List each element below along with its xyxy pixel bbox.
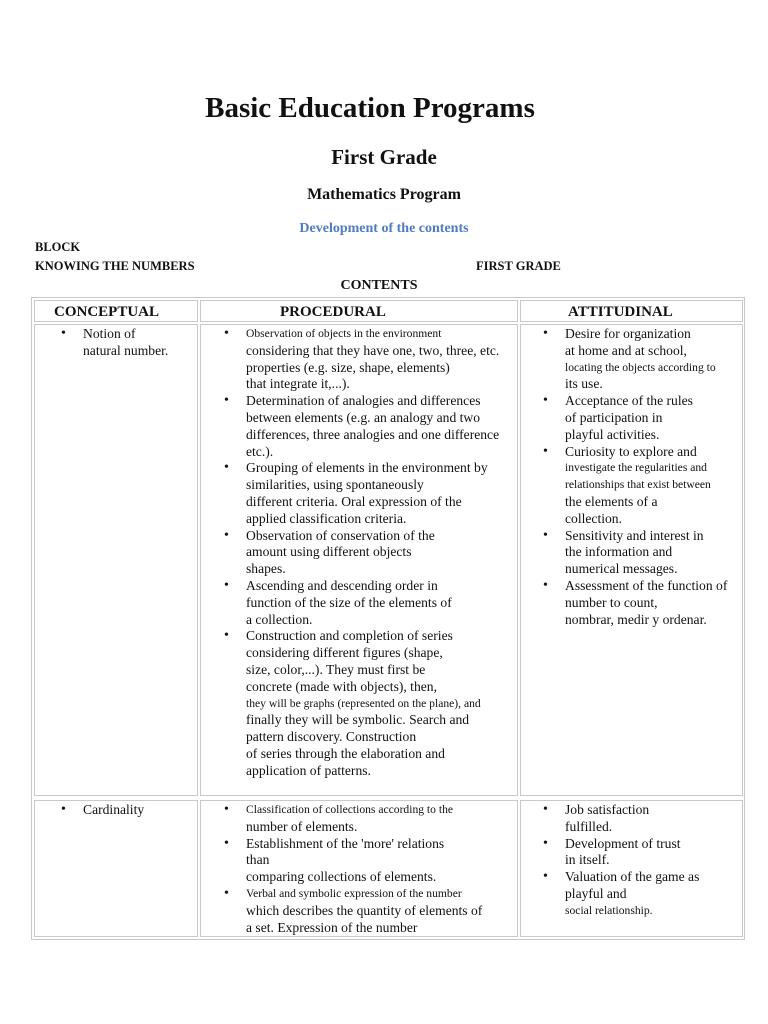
item-text-line: Valuation of the game as — [565, 869, 700, 885]
item-text-line: Determination of analogies and differences — [246, 393, 481, 409]
item-text-line: nombrar, medir y ordenar. — [565, 611, 707, 627]
bullet-icon: • — [224, 577, 229, 593]
item-text-line: between elements (e.g. an analogy and two — [246, 409, 481, 425]
item-text-line: in itself. — [565, 852, 610, 868]
block-label: BLOCK — [35, 240, 81, 254]
bullet-icon: • — [543, 802, 548, 817]
list-item — [543, 802, 699, 836]
header-procedural-cell — [200, 300, 518, 322]
item-text-line: number to count, — [565, 594, 658, 610]
bullet-icon: • — [543, 869, 548, 885]
list-item — [224, 460, 499, 527]
item-text-line: Classification of collections according to the — [246, 803, 454, 816]
item-text-line: Verbal and symbolic expression of the number — [246, 886, 462, 900]
item-text-line: than — [246, 852, 270, 868]
item-text-line: finally they will be symbolic. Search and — [246, 712, 470, 728]
item-text-line: Curiosity to explore and — [565, 443, 697, 459]
item-text-line: investigate the regularities and — [565, 461, 707, 475]
item-text-line: application of patterns. — [246, 762, 371, 778]
header-conceptual-cell — [34, 300, 198, 322]
item-text-line: Desire for organization — [565, 326, 691, 341]
item-text-line: number of elements. — [246, 818, 358, 834]
header-conceptual: CONCEPTUAL — [54, 304, 160, 320]
list-item — [224, 393, 500, 460]
bullet-icon: • — [543, 835, 548, 851]
row2-attitudinal-cell — [520, 800, 743, 937]
bullet-icon: • — [224, 326, 229, 341]
item-text-line: a set. Expression of the number — [246, 919, 418, 935]
header-procedural: PROCEDURAL — [280, 304, 386, 320]
list-item — [224, 835, 482, 886]
list-item — [543, 835, 699, 870]
item-text-line: relationships that exist between — [565, 478, 711, 492]
list-item — [224, 577, 499, 628]
item-text-line: concrete (made with objects), then, — [246, 678, 437, 694]
item-text-line: comparing collections of elements. — [246, 869, 437, 885]
item-text-line: properties (e.g. size, shape, elements) — [246, 359, 450, 375]
row1-conceptual-list — [61, 326, 169, 360]
row2-attitudinal-list — [543, 802, 700, 920]
item-text-line: collection. — [565, 510, 622, 526]
row2-conceptual-cell — [34, 800, 198, 937]
list-item — [224, 885, 483, 936]
bullet-icon: • — [61, 326, 66, 341]
item-text-line: its use. — [565, 376, 603, 392]
item-text-line: Observation of objects in the environment — [246, 327, 442, 340]
row2-procedural-list — [224, 802, 483, 936]
item-text-line: Sensitivity and interest in — [565, 527, 704, 543]
item-text-line: the information and — [565, 544, 673, 560]
row1-conceptual-cell — [34, 324, 198, 796]
contents-table — [31, 297, 745, 940]
list-item — [224, 628, 499, 779]
grade-heading: First Grade — [331, 145, 437, 169]
bullet-icon: • — [224, 628, 229, 644]
item-text-line: function of the size of the elements of — [246, 594, 452, 610]
page-title: Basic Education Programs — [205, 92, 535, 124]
row1-attitudinal-cell — [520, 324, 743, 796]
bullet-icon: • — [224, 393, 229, 409]
item-text-line: at home and at school, — [565, 342, 687, 358]
item-text-line: size, color,...). They must first be — [246, 661, 426, 677]
list-item — [543, 527, 727, 578]
item-text-line: etc.). — [246, 443, 274, 459]
row2-procedural-cell — [200, 800, 518, 937]
item-text-line: fulfilled. — [565, 818, 613, 834]
item-text-line: Observation of conservation of the — [246, 527, 435, 543]
row1-procedural-cell — [200, 324, 518, 796]
bullet-icon: • — [224, 460, 229, 476]
item-text-line: of series through the elaboration and — [246, 745, 445, 761]
item-text-line: which describes the quantity of elements of — [246, 902, 483, 918]
item-text-line: differences, three analogies and one difference — [246, 426, 500, 442]
item-text-line: social relationship. — [565, 903, 653, 917]
item-text-line: Construction and completion of series — [246, 628, 453, 644]
item-text-line: Assessment of the function of — [565, 577, 728, 593]
list-item — [224, 527, 499, 578]
item-text-line: Acceptance of the rules — [565, 393, 693, 409]
list-item — [224, 326, 500, 393]
row1-procedural-list — [224, 326, 500, 780]
bullet-icon: • — [543, 527, 548, 543]
item-text-line: considering that they have one, two, three, etc. — [246, 342, 500, 358]
list-item — [543, 577, 728, 628]
contents-heading: CONTENTS — [340, 278, 418, 293]
item-text-line: pattern discovery. Construction — [246, 729, 417, 745]
bullet-icon: • — [543, 393, 548, 409]
row1-attitudinal-list — [543, 326, 728, 628]
block-name: KNOWING THE NUMBERS — [35, 259, 195, 273]
bullet-icon: • — [224, 527, 229, 543]
item-text-line: of participation in — [565, 409, 663, 425]
item-text-line: applied classification criteria. — [246, 510, 407, 526]
item-text-line: the elements of a — [565, 493, 658, 509]
item-text-line: Job satisfaction — [565, 802, 650, 817]
item-text-line: different criteria. Oral expression of the — [246, 493, 462, 509]
block-grade: FIRST GRADE — [476, 259, 561, 273]
header-attitudinal: ATTITUDINAL — [568, 304, 673, 320]
bullet-icon: • — [543, 326, 548, 341]
item-text-line: playful activities. — [565, 426, 660, 442]
item-text-line: Ascending and descending order in — [246, 577, 438, 593]
item-text-line: considering different figures (shape, — [246, 645, 443, 661]
item-text-line: they will be graphs (represented on the plane), and — [246, 696, 481, 710]
bullet-icon: • — [224, 802, 229, 817]
development-heading: Development of the contents — [299, 221, 469, 236]
bullet-icon: • — [224, 835, 229, 851]
item-text-line: numerical messages. — [565, 561, 678, 577]
item-text-line: locating the objects according to — [565, 360, 716, 374]
row2-conceptual-list — [61, 802, 145, 819]
item-text-line: similarities, using spontaneously — [246, 477, 424, 493]
item-text-line: natural number. — [83, 342, 169, 358]
bullet-icon: • — [224, 885, 229, 901]
item-text-line: Development of trust — [565, 835, 681, 851]
bullet-icon: • — [543, 577, 548, 593]
list-item — [543, 869, 700, 919]
list-item — [61, 802, 145, 819]
list-item — [61, 326, 169, 360]
bullet-icon: • — [61, 802, 66, 817]
header-attitudinal-cell — [520, 300, 743, 322]
item-text-line: Establishment of the 'more' relations — [246, 835, 445, 851]
item-text-line: playful and — [565, 885, 627, 901]
item-text-line: Notion of — [83, 326, 136, 341]
list-item — [543, 443, 727, 528]
item-text-line: that integrate it,...). — [246, 376, 350, 392]
program-heading: Mathematics Program — [307, 186, 461, 203]
item-text-line: Cardinality — [83, 802, 145, 817]
list-item — [543, 393, 727, 443]
bullet-icon: • — [543, 443, 548, 459]
item-text-line: shapes. — [246, 561, 286, 577]
item-text-line: amount using different objects — [246, 544, 412, 560]
list-item — [543, 326, 727, 393]
item-text-line: a collection. — [246, 611, 313, 627]
list-item — [224, 802, 482, 836]
item-text-line: Grouping of elements in the environment by — [246, 460, 488, 476]
